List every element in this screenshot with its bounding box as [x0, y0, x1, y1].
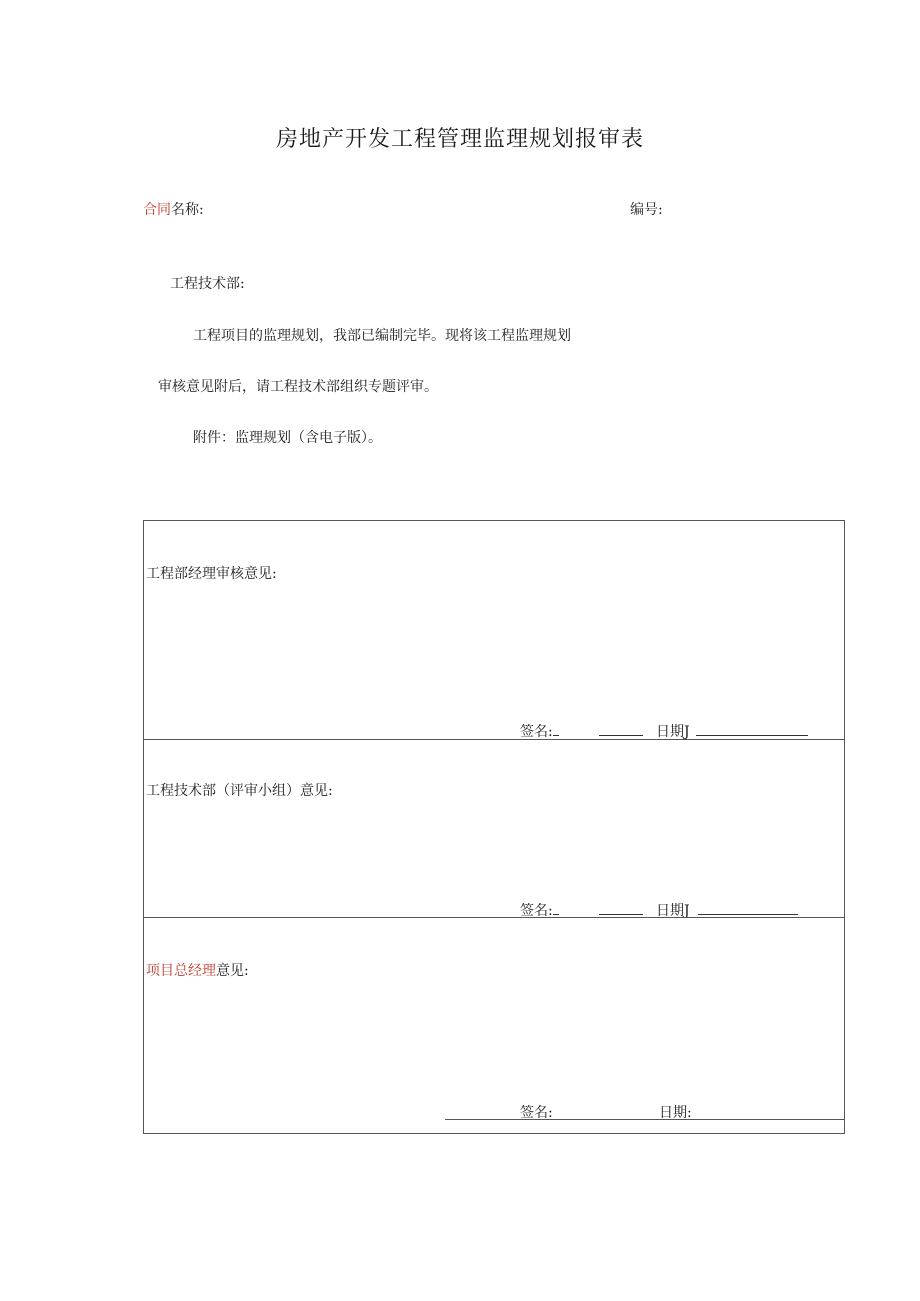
signature-underline [553, 723, 559, 736]
project-gm-opinion-label: 项目总经理意见: [146, 963, 249, 979]
date-label: 日期J [656, 724, 690, 740]
contract-name-field [143, 199, 204, 219]
date-underline [696, 723, 808, 736]
contract-prefix: 合同 [143, 202, 171, 218]
number-label: 编号: [630, 202, 663, 218]
signature-underline [599, 723, 643, 736]
attachment-line: 附件：监理规划（含电子版）。 [193, 430, 382, 446]
date-label: 日期: [659, 1105, 692, 1121]
body-line-2: 审核意见附后，请工程技术部组织专题评审。 [158, 379, 438, 395]
technical-dept-opinion-label: 工程技术部（评审小组）意见: [146, 783, 333, 799]
date-underline [698, 902, 798, 915]
table-row-engineering-manager [144, 521, 844, 739]
table-row-project-gm [144, 917, 844, 1133]
signature-date-underline [445, 1119, 845, 1120]
date-field-1[interactable] [656, 721, 808, 741]
engineering-manager-opinion-label: 工程部经理审核意见: [146, 566, 277, 582]
contract-name-label: 名称: [171, 202, 204, 218]
body-line-1: 工程项目的监理规划，我部已编制完毕。现将该工程监理规划 [193, 328, 571, 344]
signature-underline [553, 902, 559, 915]
date-label: 日期J [656, 903, 690, 919]
signature-label: 签名: [520, 1105, 553, 1121]
signature-label: 签名: [520, 724, 553, 740]
signature-label: 签名: [520, 903, 553, 919]
signature-underline [599, 902, 643, 915]
review-table [143, 520, 845, 1134]
project-gm-title: 项目总经理 [146, 963, 216, 979]
page-title: 房地产开发工程管理监理规划报审表 [275, 127, 644, 152]
signature-field-1[interactable] [520, 721, 643, 741]
addressee: 工程技术部: [170, 276, 245, 292]
table-row-technical-dept [144, 739, 844, 917]
